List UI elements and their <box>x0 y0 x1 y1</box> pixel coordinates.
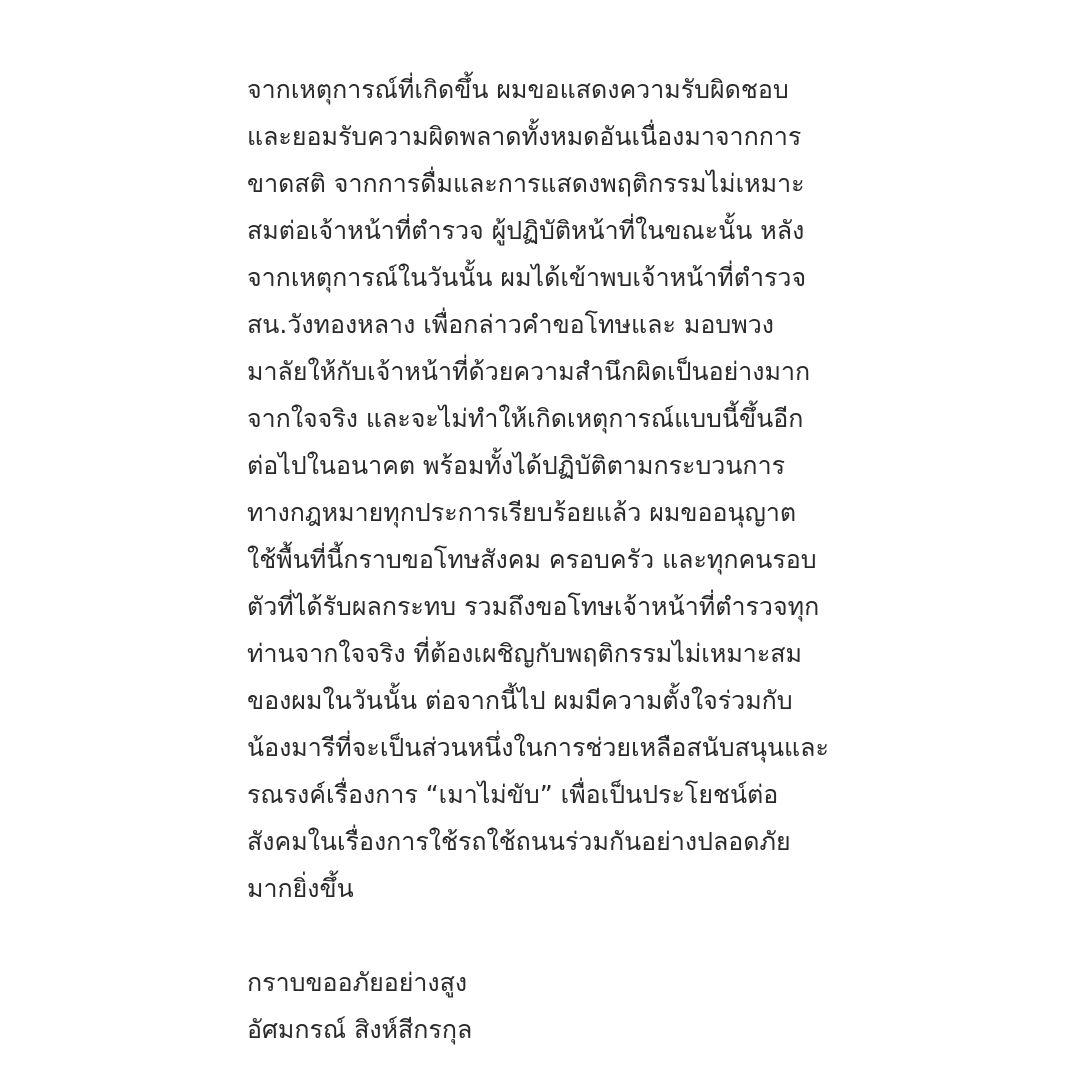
body-line: รณรงค์เรื่องการ “เมาไม่ขับ” เพื่อเป็นประโยชน์ต่อ <box>247 780 779 809</box>
body-line: น้องมารีที่จะเป็นส่วนหนึ่งในการช่วยเหลือสนับสนุนและ <box>247 733 829 762</box>
body-line: สน.วังทองหลาง เพื่อกล่าวคำขอโทษและ มอบพวง <box>247 310 774 339</box>
body-line: ตัวที่ได้รับผลกระทบ รวมถึงขอโทษเจ้าหน้าที่ตำรวจทุก <box>247 592 820 621</box>
body-line: สมต่อเจ้าหน้าที่ตำรวจ ผู้ปฏิบัติหน้าที่ในขณะนั้น หลัง <box>247 216 805 245</box>
body-line: ท่านจากใจจริง ที่ต้องเผชิญกับพฤติกรรมไม่เหมาะสม <box>247 639 803 668</box>
body-line: ของผมในวันนั้น ต่อจากนี้ไป ผมมีความตั้งใจร่วมกับ <box>247 686 793 715</box>
body-line: ต่อไปในอนาคต พร้อมทั้งได้ปฏิบัติตามกระบวนการ <box>247 451 786 480</box>
apology-statement <box>247 66 887 1053</box>
body-line: และยอมรับความผิดพลาดทั้งหมดอันเนื่องมาจากการ <box>247 122 802 151</box>
body-line: สังคมในเรื่องการใช้รถใช้ถนนร่วมกันอย่างปลอดภัย <box>247 827 791 856</box>
signature-name: อัศมกรณ์ สิงห์สีกรกุล <box>247 1015 473 1044</box>
closing-text: กราบขออภัยอย่างสูง <box>247 968 468 997</box>
body-line: จากเหตุการณ์ที่เกิดขึ้น ผมขอแสดงความรับผิดชอบ <box>247 75 789 104</box>
body-line: ใช้พื้นที่นี้กราบขอโทษสังคม ครอบครัว และทุกคนรอบ <box>247 545 817 574</box>
body-line: จากเหตุการณ์ในวันนั้น ผมได้เข้าพบเจ้าหน้าที่ตำรวจ <box>247 263 807 292</box>
body-line: ทางกฎหมายทุกประการเรียบร้อยแล้ว ผมขออนุญาต <box>247 498 797 527</box>
statement-body <box>247 66 887 912</box>
signoff <box>247 959 887 1053</box>
body-line: จากใจจริง และจะไม่ทำให้เกิดเหตุการณ์แบบนี้ขึ้นอีก <box>247 404 804 433</box>
body-line: มาลัยให้กับเจ้าหน้าที่ด้วยความสำนึกผิดเป็นอย่างมาก <box>247 357 811 386</box>
body-line: มากยิ่งขึ้น <box>247 874 354 903</box>
paragraph-gap <box>247 912 887 959</box>
body-line: ขาดสติ จากการดื่มและการแสดงพฤติกรรมไม่เหมาะ <box>247 169 805 198</box>
